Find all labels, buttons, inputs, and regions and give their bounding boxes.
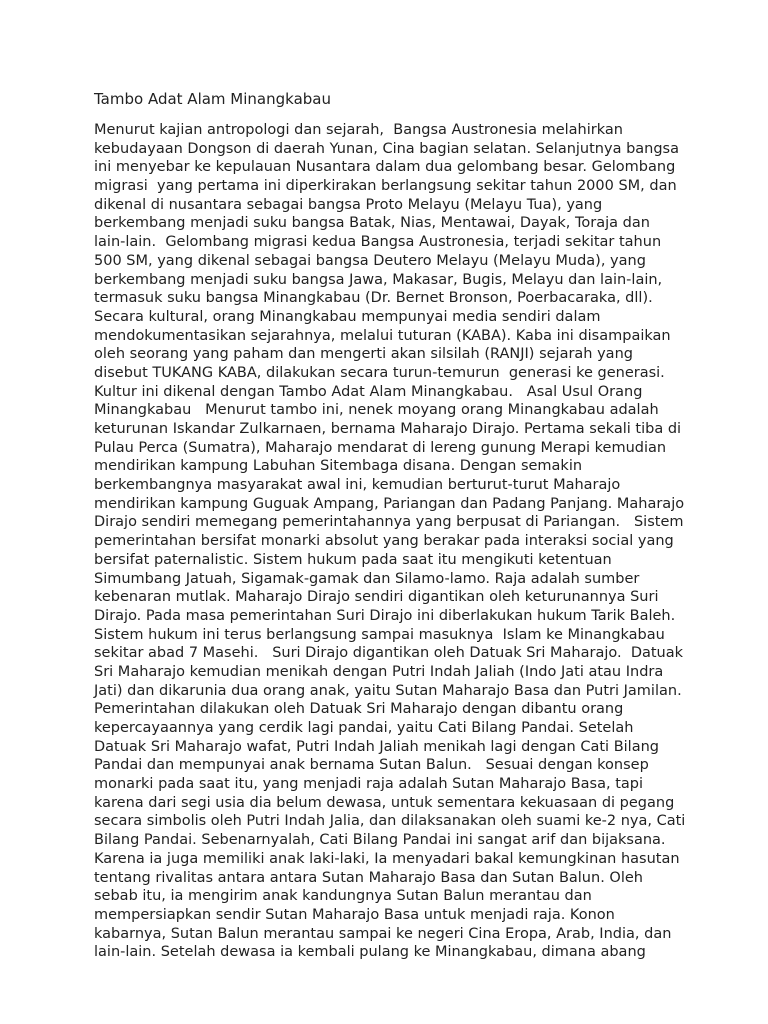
body-line: mempersiapkan sendir Sutan Maharajo Basa untuk menjadi raja. Konon <box>94 906 615 923</box>
body-line: ini menyebar ke kepulauan Nusantara dalam dua gelombang besar. Gelombang <box>94 159 676 176</box>
body-line: lain-lain. Setelah dewasa ia kembali pulang ke Minangkabau, dimana abang <box>94 944 646 961</box>
body-line: kepercayaannya yang cerdik lagi pandai, yaitu Cati Bilang Pandai. Setelah <box>94 720 634 736</box>
document-title: Tambo Adat Alam Minangkabau <box>94 90 331 108</box>
body-line: secara simbolis oleh Putri Indah Jalia, dan dilaksanakan oleh suami ke-2 nya, Cati <box>94 813 686 830</box>
body-line: kebenaran mutlak. Maharajo Dirajo sendiri digantikan oleh keturunannya Suri <box>94 589 659 606</box>
body-line: Sistem hukum ini terus berlangsung sampai masuknya Islam ke Minangkabau <box>94 626 665 643</box>
body-line: Pemerintahan dilakukan oleh Datuak Sri Maharajo dengan dibantu orang <box>94 701 624 718</box>
body-line: lain-lain. Gelombang migrasi kedua Bangsa Austronesia, terjadi sekitar tahun <box>94 234 662 251</box>
body-line: mendokumentasikan sejarahnya, melalui tuturan (KABA). Kaba ini disampaikan <box>94 327 671 344</box>
body-line: tentang rivalitas antara antara Sutan Maharajo Basa dan Sutan Balun. Oleh <box>94 869 643 886</box>
body-line: dikenal di nusantara sebagai bangsa Proto Melayu (Melayu Tua), yang <box>94 196 603 213</box>
body-line: Kultur ini dikenal dengan Tambo Adat Alam Minangkabau. Asal Usul Orang <box>94 383 643 400</box>
body-line: pemerintahan bersifat monarki absolut yang berakar pada interaksi social yang <box>94 533 674 550</box>
body-line: sebab itu, ia mengirim anak kandungnya Sutan Balun merantau dan <box>94 888 592 905</box>
body-line: mendirikan kampung Guguak Ampang, Pariangan dan Padang Panjang. Maharajo <box>94 495 685 512</box>
document-body <box>94 121 694 962</box>
body-line: migrasi yang pertama ini diperkirakan berlangsung sekitar tahun 2000 SM, dan <box>94 178 677 195</box>
body-line: mendirikan kampung Labuhan Sitembaga disana. Dengan semakin <box>94 458 583 475</box>
body-line: oleh seorang yang paham dan mengerti akan silsilah (RANJI) sejarah yang <box>94 346 633 363</box>
body-line: karena dari segi usia dia belum dewasa, untuk sementara kekuasaan di pegang <box>94 794 675 811</box>
body-line: kabarnya, Sutan Balun merantau sampai ke negeri Cina Eropa, Arab, India, dan <box>94 925 672 942</box>
body-line: 500 SM, yang dikenal sebagai bangsa Deutero Melayu (Melayu Muda), yang <box>94 252 646 269</box>
body-line: Karena ia juga memiliki anak laki-laki, Ia menyadari bakal kemungkinan hasutan <box>94 850 680 867</box>
body-line: Simumbang Jatuah, Sigamak-gamak dan Silamo-lamo. Raja adalah sumber <box>94 570 640 587</box>
body-line: Menurut kajian antropologi dan sejarah, Bangsa Austronesia melahirkan <box>94 122 623 138</box>
body-line: berkembangnya masyarakat awal ini, kemudian berturut-turut Maharajo <box>94 477 621 494</box>
body-line: berkembang menjadi suku bangsa Jawa, Makasar, Bugis, Melayu dan lain-lain, <box>94 271 663 288</box>
body-line: keturunan Iskandar Zulkarnaen, bernama Maharajo Dirajo. Pertama sekali tiba di <box>94 421 682 437</box>
body-line: kebudayaan Dongson di daerah Yunan, Cina bagian selatan. Selanjutnya bangsa <box>94 140 679 157</box>
body-line: sekitar abad 7 Masehi. Suri Dirajo digantikan oleh Datuak Sri Maharajo. Datuak <box>94 645 684 662</box>
body-line: termasuk suku bangsa Minangkabau (Dr. Bernet Bronson, Poerbacaraka, dll). <box>94 290 653 307</box>
body-line: Pandai dan mempunyai anak bernama Sutan Balun. Sesuai dengan konsep <box>94 757 649 774</box>
body-line: berkembang menjadi suku bangsa Batak, Nias, Mentawai, Dayak, Toraja dan <box>94 215 650 232</box>
body-line: bersifat paternalistic. Sistem hukum pada saat itu mengikuti ketentuan <box>94 551 612 568</box>
body-line: Jati) dan dikarunia dua orang anak, yaitu Sutan Maharajo Basa dan Putri Jamilan. <box>94 682 682 699</box>
body-line: disebut TUKANG KABA, dilakukan secara turun-temurun generasi ke generasi. <box>94 364 665 381</box>
body-line: Secara kultural, orang Minangkabau mempunyai media sendiri dalam <box>94 308 601 325</box>
body-line: Bilang Pandai. Sebenarnyalah, Cati Bilang Pandai ini sangat arif dan bijaksana. <box>94 832 666 849</box>
body-line: monarki pada saat itu, yang menjadi raja adalah Sutan Maharajo Basa, tapi <box>94 776 644 793</box>
body-line: Minangkabau Menurut tambo ini, nenek moyang orang Minangkabau adalah <box>94 402 659 419</box>
body-line: Sri Maharajo kemudian menikah dengan Putri Indah Jaliah (Indo Jati atau Indra <box>94 663 664 680</box>
body-line: Dirajo sendiri memegang pemerintahannya yang berpusat di Pariangan. Sistem <box>94 514 684 531</box>
body-line: Dirajo. Pada masa pemerintahan Suri Dirajo ini diberlakukan hukum Tarik Baleh. <box>94 607 676 624</box>
body-line: Pulau Perca (Sumatra), Maharajo mendarat di lereng gunung Merapi kemudian <box>94 439 667 456</box>
body-line: Datuak Sri Maharajo wafat, Putri Indah Jaliah menikah lagi dengan Cati Bilang <box>94 738 659 755</box>
